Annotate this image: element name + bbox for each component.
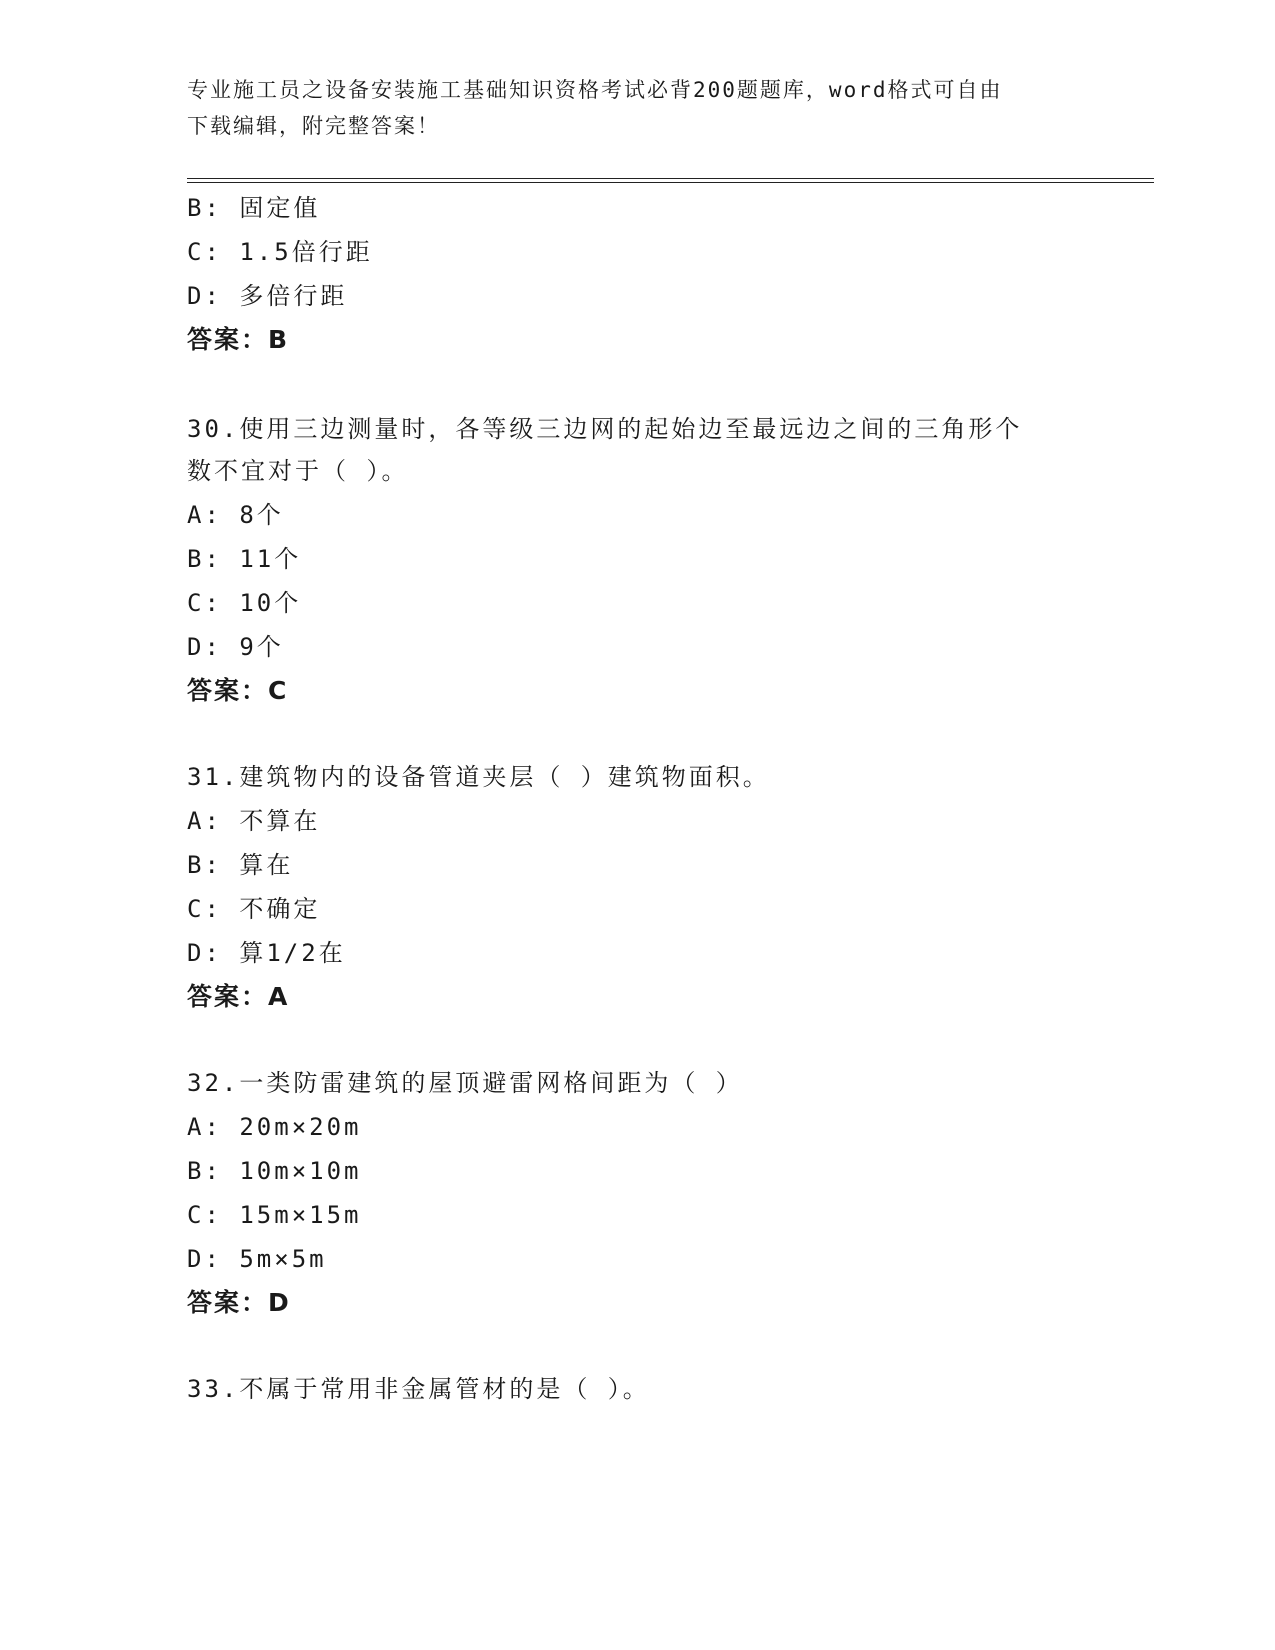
header-divider-top [187, 178, 1154, 179]
document-header [187, 72, 1087, 144]
q32-option-a: A: 20m×20m [187, 1113, 362, 1141]
q31-answer: 答案：A [187, 982, 290, 1011]
q30-option-b: B: 11个 [187, 545, 302, 573]
q30-answer: 答案：C [187, 676, 289, 705]
q30-option-d: D: 9个 [187, 633, 284, 661]
q30-stem-line-2: 数不宜对于（ ）。 [187, 457, 409, 485]
q32-stem: 32.一类防雷建筑的屋顶避雷网格间距为（ ） [187, 1069, 743, 1097]
header-line-1: 专业施工员之设备安装施工基础知识资格考试必背200题题库，word格式可自由 [187, 78, 1003, 102]
q32-option-c: C: 15m×15m [187, 1201, 362, 1229]
q32-answer: 答案：D [187, 1288, 291, 1317]
header-line-2: 下载编辑，附完整答案！ [187, 114, 440, 138]
q29-option-d: D: 多倍行距 [187, 282, 348, 310]
q29-option-c: C: 1.5倍行距 [187, 238, 373, 266]
q30-option-a: A: 8个 [187, 501, 284, 529]
q30-stem-line-1: 30.使用三边测量时，各等级三边网的起始边至最远边之间的三角形个 [187, 415, 1023, 443]
q32-option-b: B: 10m×10m [187, 1157, 362, 1185]
q29-answer: 答案：B [187, 325, 290, 354]
q31-option-d: D: 算1/2在 [187, 939, 346, 967]
q31-stem: 31.建筑物内的设备管道夹层（ ）建筑物面积。 [187, 763, 770, 791]
q32-option-d: D: 5m×5m [187, 1245, 327, 1273]
q33-stem: 33.不属于常用非金属管材的是（ ）。 [187, 1375, 650, 1403]
q31-option-c: C: 不确定 [187, 895, 321, 923]
q30-option-c: C: 10个 [187, 589, 302, 617]
q31-option-a: A: 不算在 [187, 807, 321, 835]
q29-option-b: B: 固定值 [187, 194, 321, 222]
header-divider-bottom [187, 182, 1154, 183]
q31-option-b: B: 算在 [187, 851, 294, 879]
